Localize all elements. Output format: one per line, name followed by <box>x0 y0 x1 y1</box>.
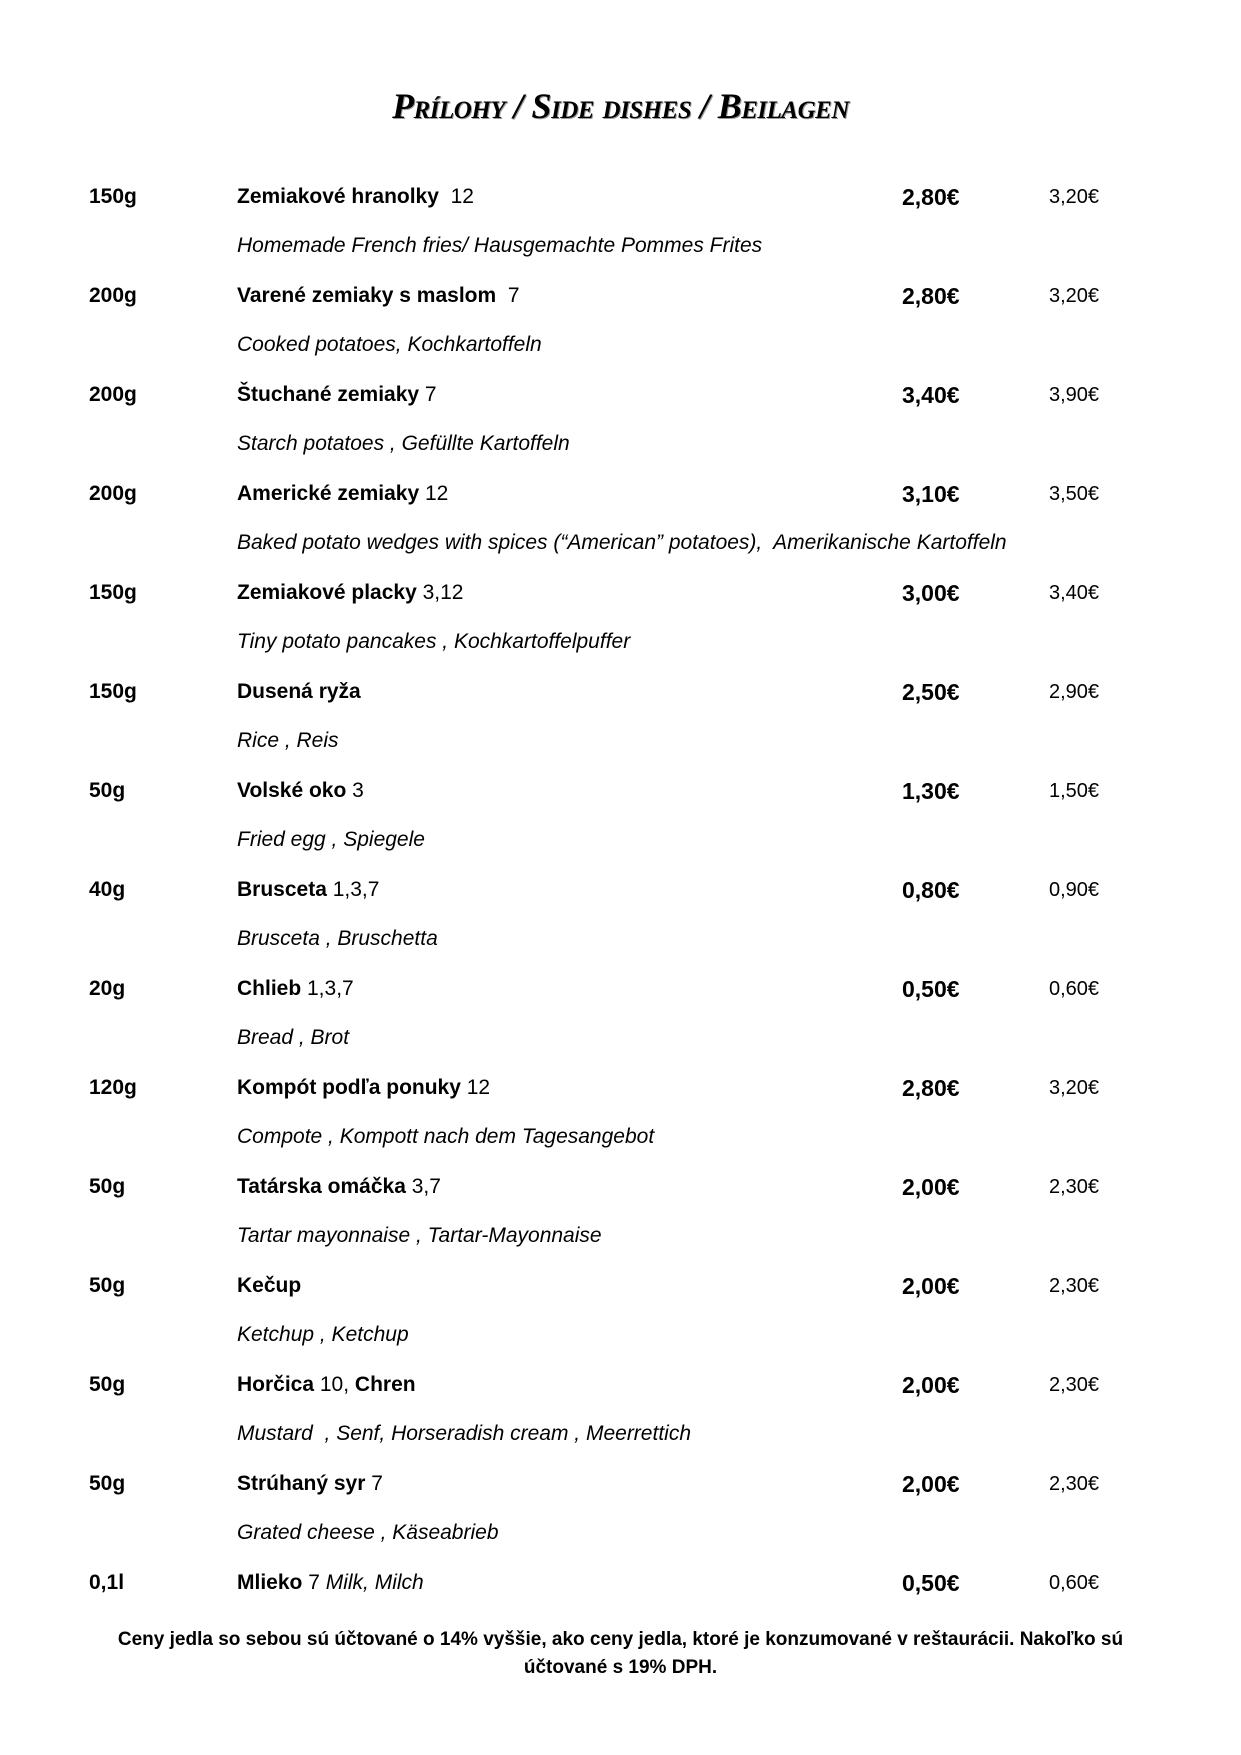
item-name-line <box>237 677 361 707</box>
item-name: Horčica <box>237 1373 315 1396</box>
item-name-extra: Chren <box>354 1373 416 1396</box>
item-name-line <box>237 281 520 311</box>
item-name: Chlieb <box>237 977 302 1000</box>
menu-item <box>0 875 1241 905</box>
item-name-line <box>237 875 379 905</box>
item-description: Mustard , Senf, Horseradish cream , Meerrettich <box>237 1422 691 1445</box>
item-allergens: 10, <box>314 1373 355 1396</box>
item-name: Tatárska omáčka <box>237 1175 406 1198</box>
item-description: Baked potato wedges with spices (“American” potatoes), Amerikanische Kartoffeln <box>237 531 1007 554</box>
item-name-line <box>237 380 437 410</box>
item-price: 2,80€ <box>902 283 960 309</box>
item-allergens: 12 <box>460 1076 491 1099</box>
item-weight: 50g <box>89 1175 126 1198</box>
item-allergens: 1,3,7 <box>326 878 380 901</box>
item-name-line <box>237 1271 301 1301</box>
item-price: 3,00€ <box>902 580 960 606</box>
menu-item <box>0 479 1241 509</box>
item-weight: 50g <box>89 1274 126 1297</box>
item-allergens: 12 <box>438 185 474 208</box>
item-allergens: 1,3,7 <box>301 977 354 1000</box>
item-price: 3,10€ <box>902 481 960 507</box>
item-weight: 150g <box>89 581 137 604</box>
item-name: Zemiakové hranolky <box>237 185 439 208</box>
item-price-takeaway: 2,30€ <box>1049 1374 1100 1396</box>
item-price: 2,00€ <box>902 1372 960 1398</box>
item-name: Kečup <box>237 1274 302 1297</box>
item-name: Varené zemiaky s maslom <box>237 284 497 307</box>
item-description: Compote , Kompott nach dem Tagesangebot <box>237 1125 655 1148</box>
menu-item <box>0 677 1241 707</box>
item-name-line <box>237 1568 424 1598</box>
item-name-line <box>237 182 474 212</box>
item-allergens: 7 <box>496 284 520 307</box>
item-name: Volské oko <box>237 779 347 802</box>
item-description: Rice , Reis <box>237 729 339 752</box>
item-description: Fried egg , Spiegele <box>237 828 425 851</box>
item-weight: 150g <box>89 680 137 703</box>
item-price-takeaway: 3,40€ <box>1049 582 1100 604</box>
item-description: Homemade French fries/ Hausgemachte Pommes Frites <box>237 234 763 257</box>
item-name-line <box>237 1172 441 1202</box>
item-name-line <box>237 1370 416 1400</box>
menu-item <box>0 776 1241 806</box>
item-price: 2,50€ <box>902 679 960 705</box>
item-name: Brusceta <box>237 878 327 901</box>
item-weight: 50g <box>89 1472 126 1495</box>
item-allergens: 7 <box>302 1571 326 1594</box>
item-price: 2,00€ <box>902 1471 960 1497</box>
item-name-line <box>237 1469 383 1499</box>
takeaway-price-note <box>90 1626 1151 1682</box>
menu-item <box>0 1073 1241 1103</box>
item-allergens: 3 <box>346 779 364 802</box>
item-description: Tiny potato pancakes , Kochkartoffelpuffer <box>237 630 631 653</box>
menu-item <box>0 1568 1241 1598</box>
item-price: 2,00€ <box>902 1273 960 1299</box>
item-name-line <box>237 479 448 509</box>
item-name: Strúhaný syr <box>237 1472 366 1495</box>
item-weight: 200g <box>89 284 137 307</box>
item-price-takeaway: 2,90€ <box>1049 681 1100 703</box>
item-price: 2,00€ <box>902 1174 960 1200</box>
item-name: Mlieko <box>237 1571 303 1594</box>
note-line-2: účtované s 19% DPH. <box>523 1657 718 1678</box>
item-weight: 20g <box>89 977 126 1000</box>
item-name-line <box>237 776 364 806</box>
item-allergens: 7 <box>365 1472 383 1495</box>
item-price: 2,80€ <box>902 1075 960 1101</box>
item-price: 3,40€ <box>902 382 960 408</box>
item-price: 0,50€ <box>902 976 960 1002</box>
item-price: 2,80€ <box>902 184 960 210</box>
item-weight: 0,1l <box>89 1571 125 1594</box>
item-name-line <box>237 1073 490 1103</box>
item-description: Grated cheese , Käseabrieb <box>237 1521 499 1544</box>
item-description: Milk, Milch <box>325 1571 424 1594</box>
item-price-takeaway: 3,20€ <box>1049 285 1100 307</box>
item-weight: 200g <box>89 482 137 505</box>
item-name: Dusená ryža <box>237 680 361 703</box>
item-description: Bread , Brot <box>237 1026 350 1049</box>
item-price: 0,50€ <box>902 1570 960 1596</box>
item-description: Starch potatoes , Gefüllte Kartoffeln <box>237 432 570 455</box>
menu-item <box>0 182 1241 212</box>
item-price-takeaway: 3,20€ <box>1049 1077 1100 1099</box>
item-description: Brusceta , Bruschetta <box>237 927 438 950</box>
item-description: Cooked potatoes, Kochkartoffeln <box>237 333 542 356</box>
item-price: 0,80€ <box>902 877 960 903</box>
menu-item <box>0 1271 1241 1301</box>
menu-item <box>0 1370 1241 1400</box>
item-name: Americké zemiaky <box>237 482 420 505</box>
item-name: Štuchané zemiaky <box>237 383 420 406</box>
item-allergens: 3,12 <box>416 581 464 604</box>
item-price-takeaway: 1,50€ <box>1049 780 1100 802</box>
item-price-takeaway: 3,90€ <box>1049 384 1100 406</box>
menu-item <box>0 974 1241 1004</box>
page-title: Prílohy / Side dishes / Beilagen <box>392 86 849 126</box>
item-description: Tartar mayonnaise , Tartar-Mayonnaise <box>237 1224 602 1247</box>
item-weight: 120g <box>89 1076 137 1099</box>
item-price-takeaway: 2,30€ <box>1049 1275 1100 1297</box>
menu-item <box>0 281 1241 311</box>
item-price-takeaway: 0,60€ <box>1049 978 1100 1000</box>
item-weight: 50g <box>89 1373 126 1396</box>
item-name: Zemiakové placky <box>237 581 417 604</box>
item-allergens: 3,7 <box>405 1175 441 1198</box>
item-weight: 150g <box>89 185 137 208</box>
item-name-line <box>237 974 354 1004</box>
item-allergens: 7 <box>419 383 437 406</box>
item-price-takeaway: 0,60€ <box>1049 1572 1100 1594</box>
item-price-takeaway: 0,90€ <box>1049 879 1100 901</box>
item-price-takeaway: 3,20€ <box>1049 186 1100 208</box>
item-weight: 200g <box>89 383 137 406</box>
menu-item <box>0 1469 1241 1499</box>
note-line-1: Ceny jedla so sebou sú účtované o 14% vyššie, ako ceny jedla, ktoré je konzumované v reštaurácii. Nakoľko sú <box>117 1629 1124 1650</box>
menu-item <box>0 380 1241 410</box>
item-price: 1,30€ <box>902 778 960 804</box>
item-price-takeaway: 3,50€ <box>1049 483 1100 505</box>
item-description: Ketchup , Ketchup <box>237 1323 409 1346</box>
item-weight: 50g <box>89 779 126 802</box>
item-price-takeaway: 2,30€ <box>1049 1473 1100 1495</box>
item-price-takeaway: 2,30€ <box>1049 1176 1100 1198</box>
item-weight: 40g <box>89 878 126 901</box>
item-name: Kompót podľa ponuky <box>237 1076 461 1099</box>
menu-item <box>0 578 1241 608</box>
item-name-line <box>237 578 464 608</box>
item-allergens: 12 <box>419 482 449 505</box>
menu-item <box>0 1172 1241 1202</box>
